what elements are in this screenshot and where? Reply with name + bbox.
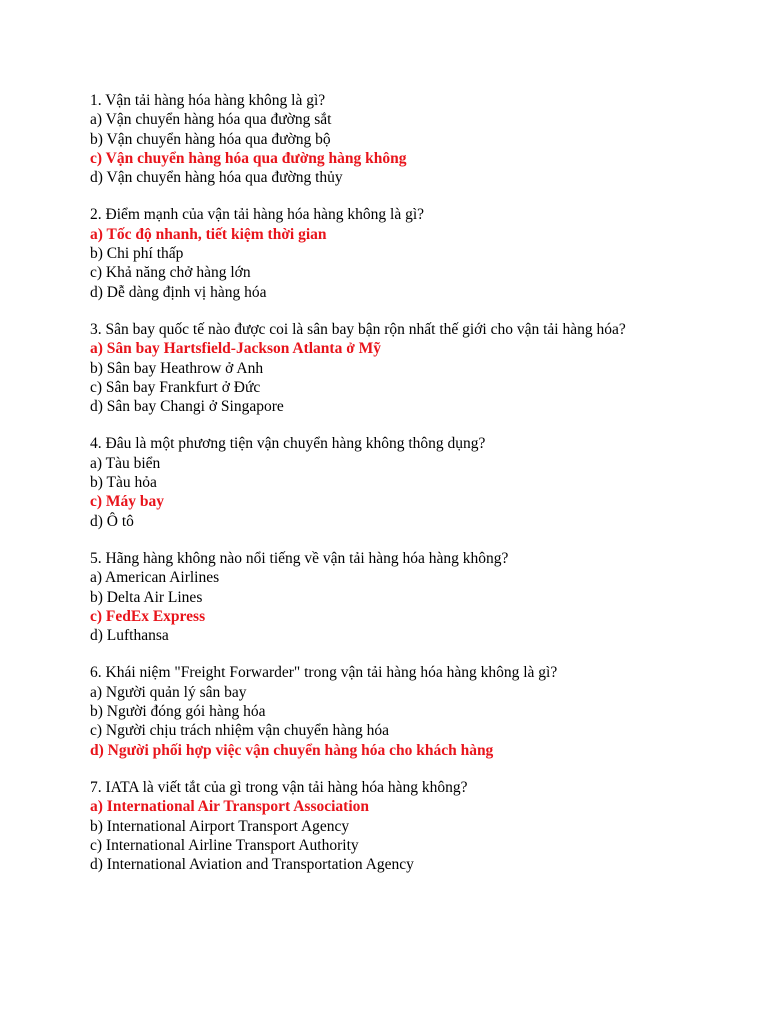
- question-text: 3. Sân bay quốc tế nào được coi là sân bay bận rộn nhất thế giới cho vận tải hàng hóa?: [90, 320, 626, 338]
- question-5: [90, 549, 730, 645]
- correct-answer-option: a) International Air Transport Association: [90, 798, 370, 816]
- question-6: [90, 663, 730, 759]
- correct-answer-option: c) Máy bay: [90, 493, 165, 511]
- question-text: 7. IATA là viết tắt của gì trong vận tải hàng hóa hàng không?: [90, 778, 468, 796]
- answer-option: b) Tàu hỏa: [90, 474, 157, 492]
- answer-option: b) Delta Air Lines: [90, 588, 203, 606]
- correct-answer-option: a) Sân bay Hartsfield-Jackson Atlanta ở Mỹ: [90, 340, 382, 358]
- question-7: [90, 778, 730, 874]
- answer-option: a) Vận chuyển hàng hóa qua đường sắt: [90, 111, 332, 129]
- question-text: 1. Vận tải hàng hóa hàng không là gì?: [90, 92, 326, 109]
- answer-option: d) Dễ dàng định vị hàng hóa: [90, 283, 267, 301]
- answer-option: b) International Airport Transport Agency: [90, 817, 350, 835]
- question-4: [90, 434, 730, 530]
- question-3: [90, 320, 730, 416]
- answer-option: a) Người quản lý sân bay: [90, 683, 247, 701]
- answer-option: a) Tàu biển: [90, 454, 161, 472]
- question-text: 5. Hãng hàng không nào nổi tiếng về vận tải hàng hóa hàng không?: [90, 549, 509, 567]
- question-1: [90, 91, 730, 187]
- answer-option: c) Người chịu trách nhiệm vận chuyển hàng hóa: [90, 722, 389, 740]
- answer-option: b) Sân bay Heathrow ở Anh: [90, 359, 264, 377]
- answer-option: a) American Airlines: [90, 569, 220, 587]
- answer-option: b) Người đóng gói hàng hóa: [90, 703, 266, 721]
- correct-answer-option: c) Vận chuyển hàng hóa qua đường hàng không: [90, 149, 407, 167]
- answer-option: d) Vận chuyển hàng hóa qua đường thủy: [90, 169, 343, 187]
- question-text: 4. Đâu là một phương tiện vận chuyển hàng không thông dụng?: [90, 435, 486, 453]
- answer-option: c) International Airline Transport Authority: [90, 836, 359, 854]
- correct-answer-option: c) FedEx Express: [90, 607, 206, 625]
- answer-option: d) International Aviation and Transportation Agency: [90, 856, 414, 874]
- answer-option: c) Sân bay Frankfurt ở Đức: [90, 378, 261, 396]
- answer-option: b) Chi phí thấp: [90, 245, 184, 263]
- answer-option: d) Lufthansa: [90, 627, 169, 645]
- answer-option: d) Ô tô: [90, 512, 134, 530]
- question-text: 2. Điểm mạnh của vận tải hàng hóa hàng không là gì?: [90, 206, 425, 224]
- correct-answer-option: a) Tốc độ nhanh, tiết kiệm thời gian: [90, 225, 327, 243]
- question-text: 6. Khái niệm "Freight Forwarder" trong vận tải hàng hóa hàng không là gì?: [90, 664, 558, 682]
- answer-option: d) Sân bay Changi ở Singapore: [90, 398, 284, 416]
- document-page: [90, 91, 730, 892]
- correct-answer-option: d) Người phối hợp việc vận chuyển hàng hóa cho khách hàng: [90, 741, 494, 759]
- answer-option: c) Khả năng chở hàng lớn: [90, 264, 251, 282]
- question-2: [90, 205, 730, 301]
- answer-option: b) Vận chuyển hàng hóa qua đường bộ: [90, 130, 331, 148]
